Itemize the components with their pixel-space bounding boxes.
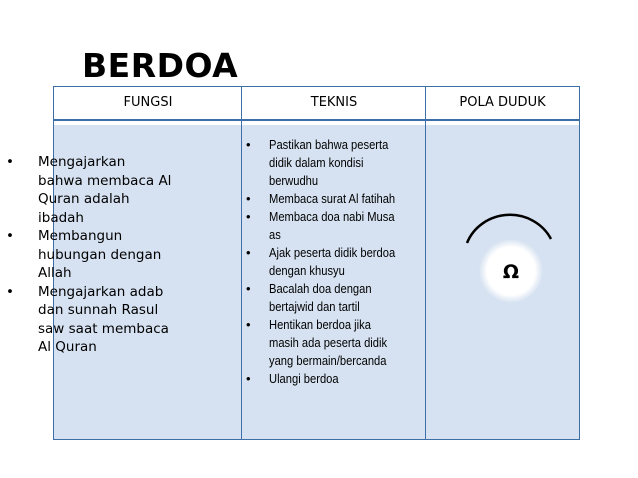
item-line: hubungan dengan — [38, 246, 162, 263]
item-line: bertajwid dan tartil — [269, 299, 360, 314]
bullet: • — [246, 191, 251, 206]
bullet: • — [246, 245, 251, 260]
item-line: Quran adalah — [38, 191, 130, 207]
omega-symbol: Ω — [502, 261, 520, 283]
teknis-item — [244, 280, 424, 316]
item-line: bahwa membaca Al — [38, 172, 172, 189]
item-line: Mengajarkan adab — [38, 283, 164, 300]
item-line: Membaca surat Al fatihah — [269, 191, 396, 206]
item-line: berwudhu — [269, 173, 319, 188]
fungsi-item — [6, 283, 186, 357]
item-line: Ajak peserta didik berdoa — [269, 245, 396, 260]
item-line: Bacalah doa dengan — [269, 281, 372, 296]
seating-arc — [467, 215, 551, 243]
item-line: Mengajarkan — [38, 154, 126, 170]
item-line: Hentikan berdoa jika — [269, 317, 371, 332]
fungsi-item — [6, 227, 186, 283]
item-line: as — [269, 227, 281, 242]
bullet: • — [246, 317, 251, 332]
teknis-item — [244, 208, 424, 244]
bullet: • — [6, 283, 14, 300]
page-title: BERDOA — [82, 46, 239, 85]
item-line: Ulangi berdoa — [269, 371, 339, 386]
item-line: masih ada peserta didik — [269, 335, 388, 350]
item-line: dengan khusyu — [269, 263, 345, 278]
bullet: • — [6, 154, 14, 170]
table-header — [54, 87, 579, 121]
header-fungsi: FUNGSI — [123, 95, 173, 110]
bullet: • — [246, 281, 251, 296]
item-line: saw saat membaca — [38, 320, 169, 337]
teknis-item — [244, 370, 424, 388]
teknis-item — [244, 190, 424, 208]
column-divider — [241, 87, 242, 439]
teknis-item — [244, 316, 424, 370]
item-line: ibadah — [38, 209, 84, 226]
fungsi-item — [6, 153, 186, 227]
teknis-item — [244, 244, 424, 280]
item-line: didik dalam kondisi — [269, 155, 364, 170]
bullet: • — [246, 371, 251, 386]
seating-diagram — [455, 195, 565, 310]
fungsi-list — [6, 153, 186, 357]
item-line: Membangun — [38, 228, 123, 244]
item-line: dan sunnah Rasul — [38, 302, 159, 318]
teknis-list — [244, 136, 424, 388]
item-line: yang bermain/bercanda — [269, 353, 387, 368]
item-line: Al Quran — [38, 339, 97, 355]
bullet: • — [246, 209, 251, 224]
item-line: Pastikan bahwa peserta — [269, 137, 389, 152]
item-line: Allah — [38, 265, 72, 281]
bullet: • — [246, 137, 251, 152]
item-line: Membaca doa nabi Musa — [269, 209, 395, 224]
bullet: • — [6, 228, 14, 244]
header-teknis: TEKNIS — [310, 95, 358, 110]
header-pola-duduk: POLA DUDUK — [459, 95, 546, 110]
teknis-item — [244, 136, 424, 190]
